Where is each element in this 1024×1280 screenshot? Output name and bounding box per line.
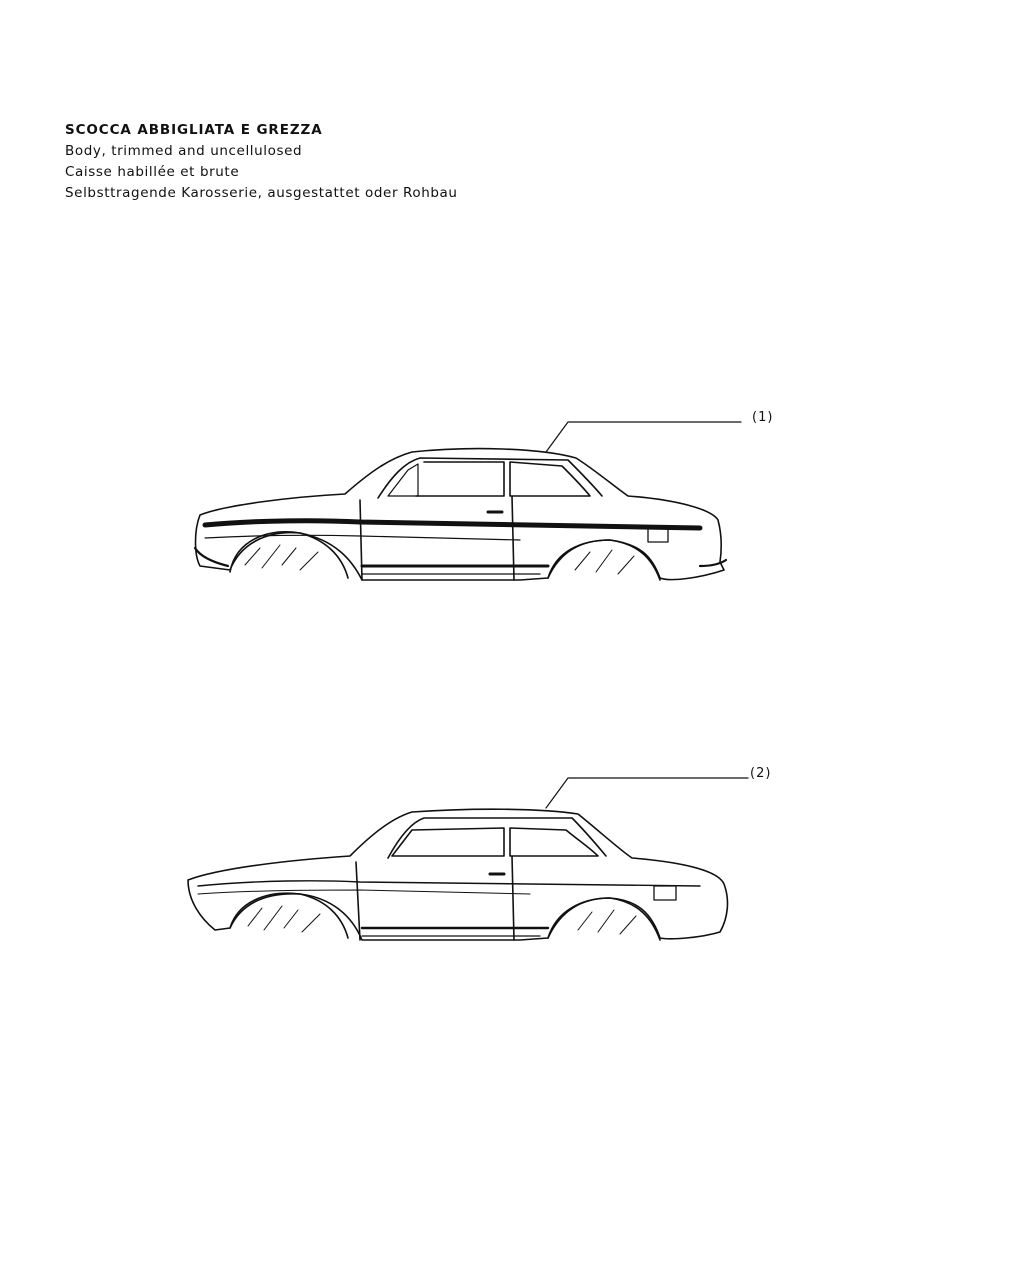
subtitle-german: Selbsttragende Karosserie, ausgestattet oder Rohbau (65, 185, 458, 201)
section-title: SCOCCA ABBIGLIATA E GREZZA (65, 122, 323, 138)
callout-1: (1) (752, 410, 774, 425)
subtitle-english: Body, trimmed and uncellulosed (65, 143, 303, 159)
callout-2: (2) (750, 766, 772, 781)
subtitle-french: Caisse habillée et brute (65, 164, 240, 180)
